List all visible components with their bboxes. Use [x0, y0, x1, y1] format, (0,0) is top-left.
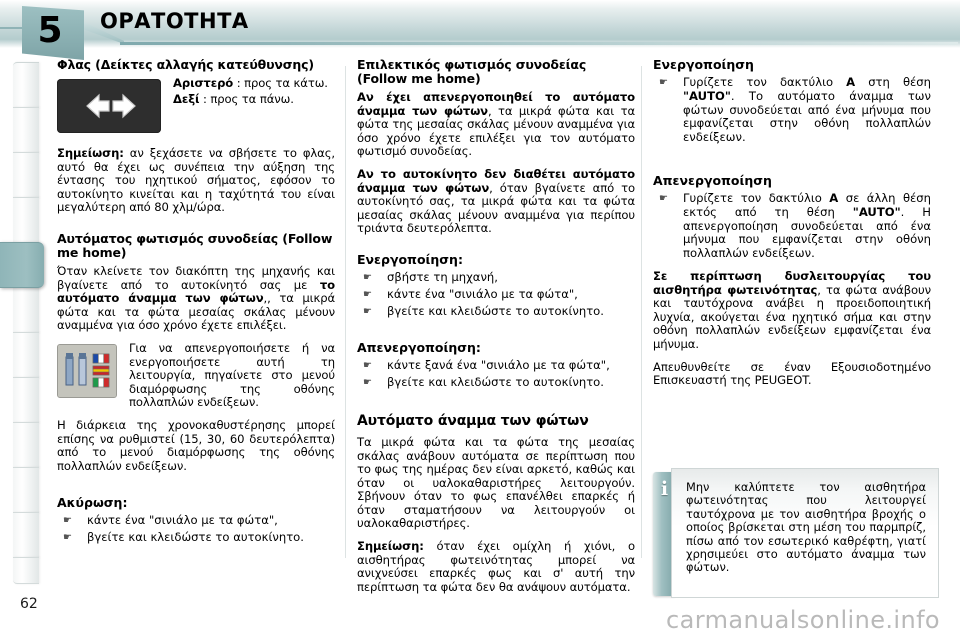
- pointing-hand-icon: ☛: [363, 360, 372, 372]
- list-item: [357, 271, 635, 285]
- callout-text: Μην καλύπτετε τον αισθητήρα φωτεινότητας που λειτουργεί ταυτόχρονα με τον αισθητήρα βροχής ο οποίος βρίσκεται στη μέση του παρμπρίζ, πίσω από τον εσωτερικό καθρέφτη, γιατί χρησιμεύει στο αυτόματο άναμμα των φώτων.: [686, 480, 926, 575]
- right-indicator-text: : προς τα πάνω.: [199, 91, 294, 106]
- pointing-hand-icon: ☛: [63, 532, 72, 544]
- right-indicator-label: Δεξί: [173, 91, 200, 106]
- heading-follow-me-home: Αυτόματος φωτισμός συνοδείας (Follow me home): [57, 230, 333, 260]
- list-item: [57, 531, 335, 545]
- deactivation-auto-label: "AUTO": [852, 204, 901, 219]
- note-text-1: αν ξεχάσετε να σβήσετε το φλας, αυτό θα έχει ως συνέπεια την αύξηση της έντασης του ηχητικού σήματος, εφόσον το αυτοκίνητο κινείται και η ταχύτητά του είναι μεγαλύτερη από 80 χλμ/ώρα.: [57, 146, 335, 215]
- column-separator-1: [345, 66, 346, 558]
- list-item: [653, 76, 931, 145]
- header-divider-rule: [120, 42, 958, 45]
- page-title: ΟΡΑΤΟΤΗΤΑ: [100, 9, 249, 33]
- list-item-label: κάντε ένα "σινιάλο με τα φώτα",: [387, 286, 578, 301]
- tab-segment-4[interactable]: [13, 197, 39, 243]
- list-item: [357, 288, 635, 302]
- info-icon: i: [660, 478, 669, 500]
- automatic-headlamps-text: Τα μικρά φώτα και τα φώτα της μεσαίας σκάλας ανάβουν αυτόματα σε περίπτωση που το φως της ημέρας δεν είναι αρκετό, καθώς και όταν οι υαλοκαθαριστήρες λειτουργούν. Σβήνουν όταν το φως επανέλθει επαρκές ή όταν σταματήσουν να λειτουργούν οι υαλοκαθαριστήρες.: [357, 434, 635, 531]
- fmh-text-b: το αυτόματο άναμμα των φώτων: [57, 277, 335, 306]
- fault-bold-label: Σε περίπτωση δυσλειτουργίας του αισθητήρα φωτεινότητας: [653, 268, 931, 297]
- deactivation-text-e: . Η απενεργοποίηση συνοδεύεται από ένα μήνυμα που εμφανίζεται στην οθόνη πολλαπλών ενδείξεων.: [683, 204, 931, 261]
- note-label-1: Σημείωση:: [57, 146, 124, 160]
- fmh-text-c: ,, τα μικρά φώτα και τα φώτα μεσαίας σκάλας μένουν αναμμένα για όσο χρόνο έχετε επιλέξει.: [57, 291, 336, 333]
- tab-segment-8[interactable]: [13, 377, 39, 423]
- column-separator-2: [641, 66, 642, 558]
- fault-text: , τα φώτα ανάβουν και ταυτόχρονα ανάβει η προειδοποιητική λυχνία, ακούγεται ένα ηχητικό σήμα και στην οθόνη πολλαπλών ενδείξεων εμφανίζεται ένα μήνυμα.: [653, 282, 931, 351]
- pointing-hand-icon: ☛: [363, 305, 372, 317]
- list-item: [357, 376, 635, 390]
- pointing-hand-icon: ☛: [63, 515, 72, 527]
- note-label-2: Σημείωση:: [357, 539, 424, 554]
- deactivation-text-c: σε άλλη θέση εκτός από τη θέση: [683, 190, 931, 219]
- list-item-label: βγείτε και κλειδώστε το αυτοκίνητο.: [87, 530, 304, 545]
- list-item-label: κάντε ξανά ένα "σινιάλο με τα φώτα",: [387, 358, 610, 373]
- chapter-number: 5: [37, 10, 63, 51]
- left-indicator-text: : προς τα κάτω.: [233, 76, 328, 90]
- page-header: [0, 0, 960, 51]
- info-callout: [653, 468, 941, 600]
- deactivation-ring-label: A: [829, 190, 839, 205]
- list-item: [653, 192, 931, 261]
- activation-text-e: . Το αυτόματο άναμμα των φώτων συνοδεύεται από ένα μήνυμα που εμφανίζεται στην οθόνη πολλαπλών ενδείξεων.: [683, 88, 931, 145]
- tab-segment-10[interactable]: [13, 467, 39, 513]
- tab-segment-3[interactable]: [13, 152, 39, 198]
- heading-automatic-headlamps: Αυτόματο άναμμα των φώτων: [357, 412, 589, 429]
- tab-segment-9[interactable]: [13, 422, 39, 468]
- contact-dealer-text: Απευθυνθείτε σε έναν Εξουσιοδοτημένο Επισκευαστή της PEUGEOT.: [653, 359, 931, 388]
- fault-paragraph: [653, 270, 931, 352]
- heading-turn-indicators: Φλας (Δείκτες αλλαγής κατεύθυνσης): [57, 57, 314, 72]
- watermark: carmanualsonline.info: [666, 606, 940, 634]
- pointing-hand-icon: ☛: [363, 288, 372, 300]
- tab-segment-6[interactable]: [13, 287, 39, 333]
- heading-cancel: Ακύρωση:: [57, 495, 128, 511]
- tab-segment-1[interactable]: [13, 62, 39, 108]
- selective-fmh-text-1: , τα μικρά φώτα και τα φώτα της μεσαίας σκάλας μένουν αναμμένα για όσο χρόνο έχετε επιλέξει για τον αυτόματο φωτισμό συνοδείας.: [357, 103, 636, 159]
- list-item-label: βγείτε και κλειδώστε το αυτοκίνητο.: [387, 303, 604, 318]
- note-text-2: όταν έχει ομίχλη ή χιόνι, ο αισθητήρας φωτεινότητας μπορεί να ανιχνεύσει επαρκές φως και σ' αυτή την περίπτωση τα φώτα δεν θα ανάψουν αυτόματα.: [357, 539, 635, 594]
- delay-duration-text: Η διάρκεια της χρονοκαθυστέρησης μπορεί επίσης να ρυθμιστεί (15, 30, 60 δευτερόλεπτα) από το μενού διαμόρφωσης της οθόνης πολλαπλών ενδείξεων.: [57, 417, 335, 473]
- turn-indicator-arrows-icon: [57, 79, 161, 133]
- tab-segment-2[interactable]: [13, 107, 39, 153]
- selective-fmh-bold-1: Αν έχει απενεργοποιηθεί το αυτόματο άναμμα των φώτων: [357, 90, 635, 118]
- selective-fmh-paragraph-2: [357, 168, 635, 236]
- list-item: [57, 514, 335, 528]
- deactivation-steps-list-col2: [357, 359, 635, 390]
- callout-body: [671, 468, 939, 598]
- heading-deactivation-col2: Απενεργοποίηση:: [357, 340, 481, 356]
- chapter-tab-strip[interactable]: [13, 62, 39, 582]
- selective-fmh-bold-2: Αν το αυτοκίνητο δεν διαθέτει αυτόματο άναμμα των φώτων: [357, 166, 635, 195]
- list-item: [357, 359, 635, 373]
- tab-segment-7[interactable]: [13, 332, 39, 378]
- multifunction-screen-settings-icon: [57, 344, 117, 398]
- note-paragraph-1: [57, 147, 335, 215]
- activation-auto-label: "AUTO": [683, 88, 731, 103]
- list-item: [357, 305, 635, 319]
- heading-selective-follow-me-home: Επιλεκτικός φωτισμός συνοδείας (Follow me home): [357, 57, 587, 86]
- content-column-2: [357, 58, 635, 594]
- follow-me-home-paragraph: [57, 265, 335, 333]
- pointing-hand-icon: ☛: [659, 77, 668, 88]
- heading-activation-col3: Ενεργοποίηση: [653, 57, 754, 72]
- page-number: 62: [20, 596, 38, 612]
- activation-steps-list-col3: [653, 76, 931, 145]
- left-indicator-label: Αριστερό: [173, 76, 234, 90]
- pointing-hand-icon: ☛: [659, 192, 668, 204]
- deactivation-text-a: Γυρίζετε τον δακτύλιο: [683, 190, 830, 205]
- cancel-steps-list: [57, 514, 335, 545]
- tab-segment-5-active[interactable]: [0, 242, 44, 288]
- screen-menu-text: Για να απενεργοποιήσετε ή να ενεργοποιήσετε αυτή τη λειτουργία, πηγαίνετε στο μενού διαμόρφωσης της οθόνης πολλαπλών ενδείξεων.: [129, 340, 335, 410]
- selective-fmh-text-2: , όταν βγαίνετε από το αυτοκίνητό σας, τα μικρά φώτα και τα φώτα μεσαίας σκάλας μένουν αναμμένα για περίπου τριάντα δευτερόλεπτα.: [357, 180, 635, 236]
- pointing-hand-icon: ☛: [363, 271, 372, 283]
- tab-segment-11[interactable]: [13, 512, 39, 558]
- activation-ring-label: A: [846, 75, 856, 89]
- heading-deactivation-col3: Απενεργοποίηση: [653, 172, 772, 188]
- pointing-hand-icon: ☛: [363, 377, 372, 389]
- list-item-label: κάντε ένα "σινιάλο με τα φώτα",: [87, 513, 278, 528]
- activation-text-c: στη θέση: [855, 75, 931, 89]
- fmh-text-a: Όταν κλείνετε τον διακόπτη της μηχανής και βγαίνετε από το αυτοκίνητό σας με: [57, 263, 335, 292]
- activation-steps-list-col2: [357, 271, 635, 318]
- content-column-1: [57, 58, 335, 554]
- activation-text-a: Γυρίζετε τον δακτύλιο: [683, 75, 847, 89]
- deactivation-steps-list-col3: [653, 192, 931, 261]
- list-item-label: σβήστε τη μηχανή,: [387, 269, 498, 284]
- tab-segment-12[interactable]: [13, 557, 39, 584]
- heading-activation-col2: Ενεργοποίηση:: [357, 251, 463, 267]
- content-column-3: [653, 58, 931, 388]
- list-item-label: βγείτε και κλειδώστε το αυτοκίνητο.: [387, 375, 604, 390]
- selective-fmh-paragraph-1: [357, 91, 635, 159]
- note-paragraph-2: [357, 540, 635, 594]
